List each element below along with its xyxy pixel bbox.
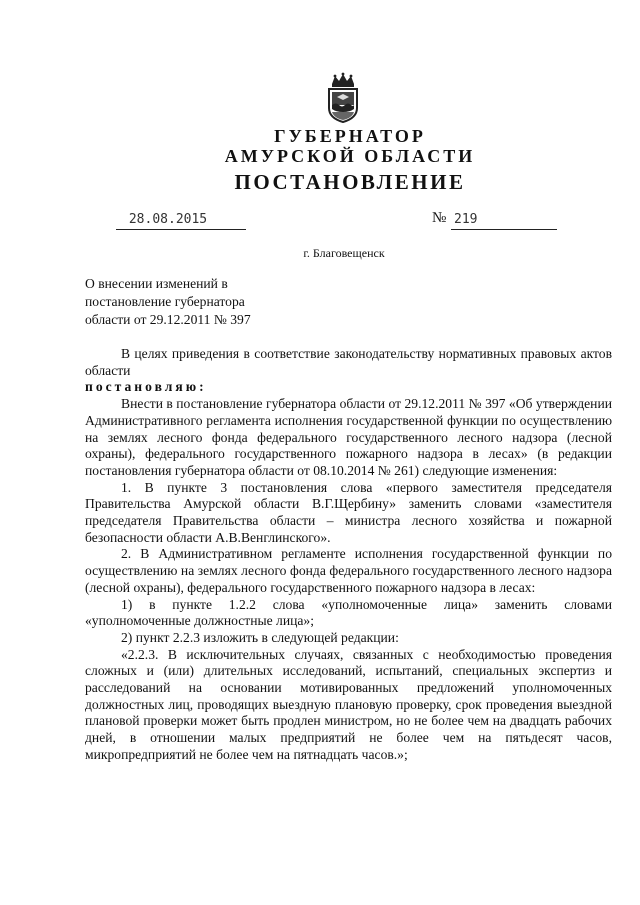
number-underline xyxy=(451,229,557,230)
subject-line-1: О внесении изменений в xyxy=(85,276,228,291)
governor-title: ГУБЕРНАТОР xyxy=(274,126,426,146)
document-type-title: ПОСТАНОВЛЕНИЕ xyxy=(234,170,466,194)
document-subject xyxy=(85,275,305,329)
date-underline xyxy=(116,229,246,230)
document-date: 28.08.2015 xyxy=(128,212,208,227)
coat-of-arms-icon xyxy=(324,72,362,124)
region-title: АМУРСКОЙ ОБЛАСТИ xyxy=(224,146,476,166)
subject-line-3: области от 29.12.2011 № 397 xyxy=(85,312,251,327)
document-number: 219 xyxy=(454,212,478,227)
preamble-paragraph: В целях приведения в соответствие законодательству нормативных правовых актов области xyxy=(85,346,612,378)
city-name: г. Благовещенск xyxy=(303,246,385,260)
number-sign: № xyxy=(432,210,447,226)
subject-line-2: постановление губернатора xyxy=(85,294,245,309)
item-2-paragraph: 2. В Административном регламенте исполнения государственной функции по осуществлению на землях лесного фонда федерального государственного лесного надзора (лесной охраны), федерального государственного пожарного надзора в лесах: xyxy=(85,546,612,595)
item-1-paragraph: 1. В пункте 3 постановления слова «первого заместителя председателя Правительства Амурской области В.Г.Щербину» заменить словами «заместителя председателя Правительства области – министра лесного хозяйства и пожарной безопасности области А.В.Венглинского». xyxy=(85,479,612,545)
intro-paragraph: Внести в постановление губернатора области от 29.12.2011 № 397 «Об утверждении Административного регламента исполнения государственной функции по осуществлению на землях лесного фонда федерального государственного лесного надзора (лесной охраны), федерального государственного пожарного надзора в лесах» (в редакции постановления губернатора области от 08.10.2014 № 261) следующие изменения: xyxy=(85,396,612,478)
quote-paragraph: «2.2.3. В исключительных случаях, связанных с необходимостью проведения сложных и (или) длительных исследований, испытаний, специальных экспертиз и расследований на основании мотивированных предложений уполномоченных должностных лиц, проводящих выездную плановую проверку, срок проведения выездной плановой проверки может быть продлен министром, но не более чем на двадцать рабочих дней, в отношении малых предприятий не более чем на пятьдесят часов, микропредприятий не более чем на пятнадцать часов.»; xyxy=(85,646,612,762)
document-body xyxy=(85,346,612,764)
decides-heading: постановляю: xyxy=(85,379,207,395)
subitem-1-paragraph: 1) в пункте 1.2.2 слова «уполномоченные лица» заменить словами «уполномоченные должностные лица»; xyxy=(85,596,612,629)
subitem-2-paragraph: 2) пункт 2.2.3 изложить в следующей редакции: xyxy=(121,629,399,645)
